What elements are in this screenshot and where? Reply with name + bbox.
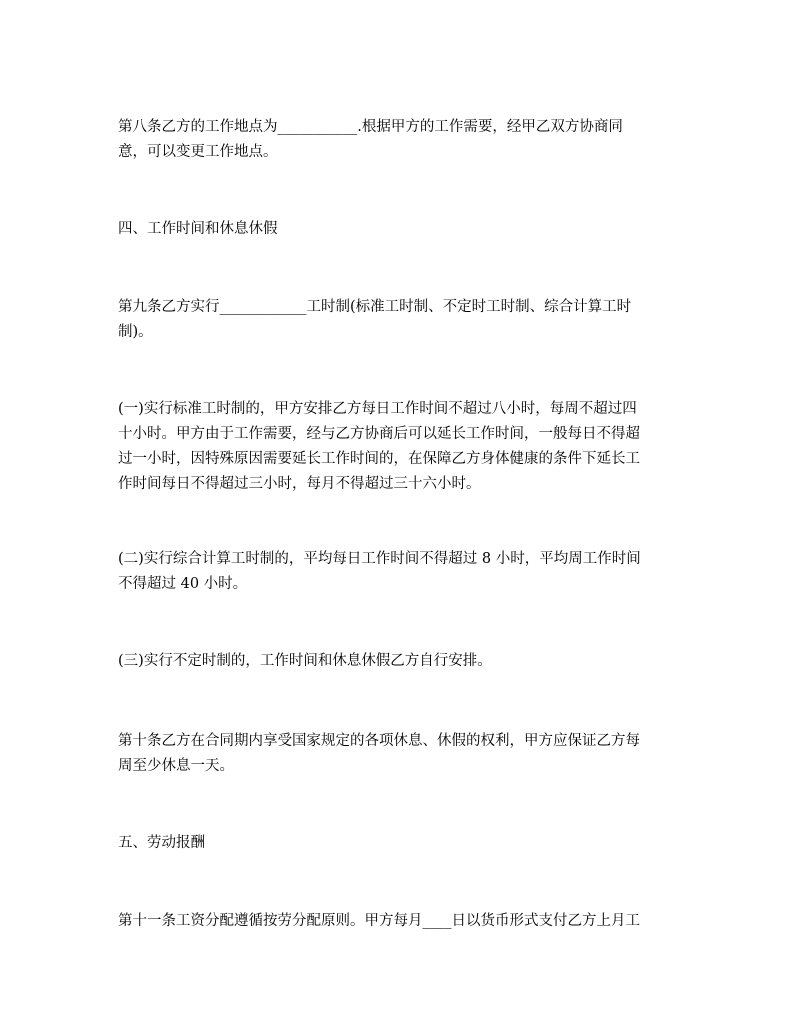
clause-2-line-2: 不得超过 40 小时。 <box>118 576 248 592</box>
section-5-heading-text: 五、劳动报酬 <box>118 835 205 851</box>
article-10-paragraph <box>118 729 688 779</box>
article-10-line-2: 周至少休息一天。 <box>118 758 234 774</box>
article-8-line-1: 第八条乙方的工作地点为___________.根据甲方的工作需要，经甲乙双方协商同 <box>118 119 623 135</box>
article-8-line-2: 意，可以变更工作地点。 <box>118 144 278 160</box>
article-9-line-1: 第九条乙方实行____________工时制(标准工时制、不定时工时制、综合计算工时 <box>118 299 632 315</box>
clause-1-line-2: 十小时。甲方由于工作需要，经与乙方协商后可以延长工作时间，一般每日不得超 <box>118 426 640 442</box>
clause-3-paragraph <box>118 649 688 674</box>
clause-1-paragraph <box>118 397 688 497</box>
clause-2-paragraph <box>118 547 688 597</box>
section-4-heading <box>118 217 688 242</box>
article-10-line-1: 第十条乙方在合同期内享受国家规定的各项休息、休假的权利，甲方应保证乙方每 <box>118 733 640 749</box>
article-11-line-1: 第十一条工资分配遵循按劳分配原则。甲方每月____日以货币形式支付乙方上月工 <box>118 913 640 929</box>
article-9-paragraph <box>118 295 688 345</box>
section-5-heading <box>118 831 688 856</box>
clause-2-line-1: (二)实行综合计算工时制的，平均每日工作时间不得超过 8 小时，平均周工作时间 <box>118 551 641 567</box>
article-11-paragraph <box>118 909 688 934</box>
clause-1-line-4: 作时间每日不得超过三小时，每月不得超过三十六小时。 <box>118 476 481 492</box>
article-8-paragraph <box>118 115 688 165</box>
clause-3-line-1: (三)实行不定时制的，工作时间和休息休假乙方自行安排。 <box>118 653 492 669</box>
clause-1-line-3: 过一小时，因特殊原因需要延长工作时间的，在保障乙方身体健康的条件下延长工 <box>118 451 640 467</box>
section-4-heading-text: 四、工作时间和休息休假 <box>118 221 278 237</box>
clause-1-line-1: (一)实行标准工时制的，甲方安排乙方每日工作时间不超过八小时，每周不超过四 <box>118 401 637 417</box>
article-9-line-2: 制)。 <box>118 324 153 340</box>
